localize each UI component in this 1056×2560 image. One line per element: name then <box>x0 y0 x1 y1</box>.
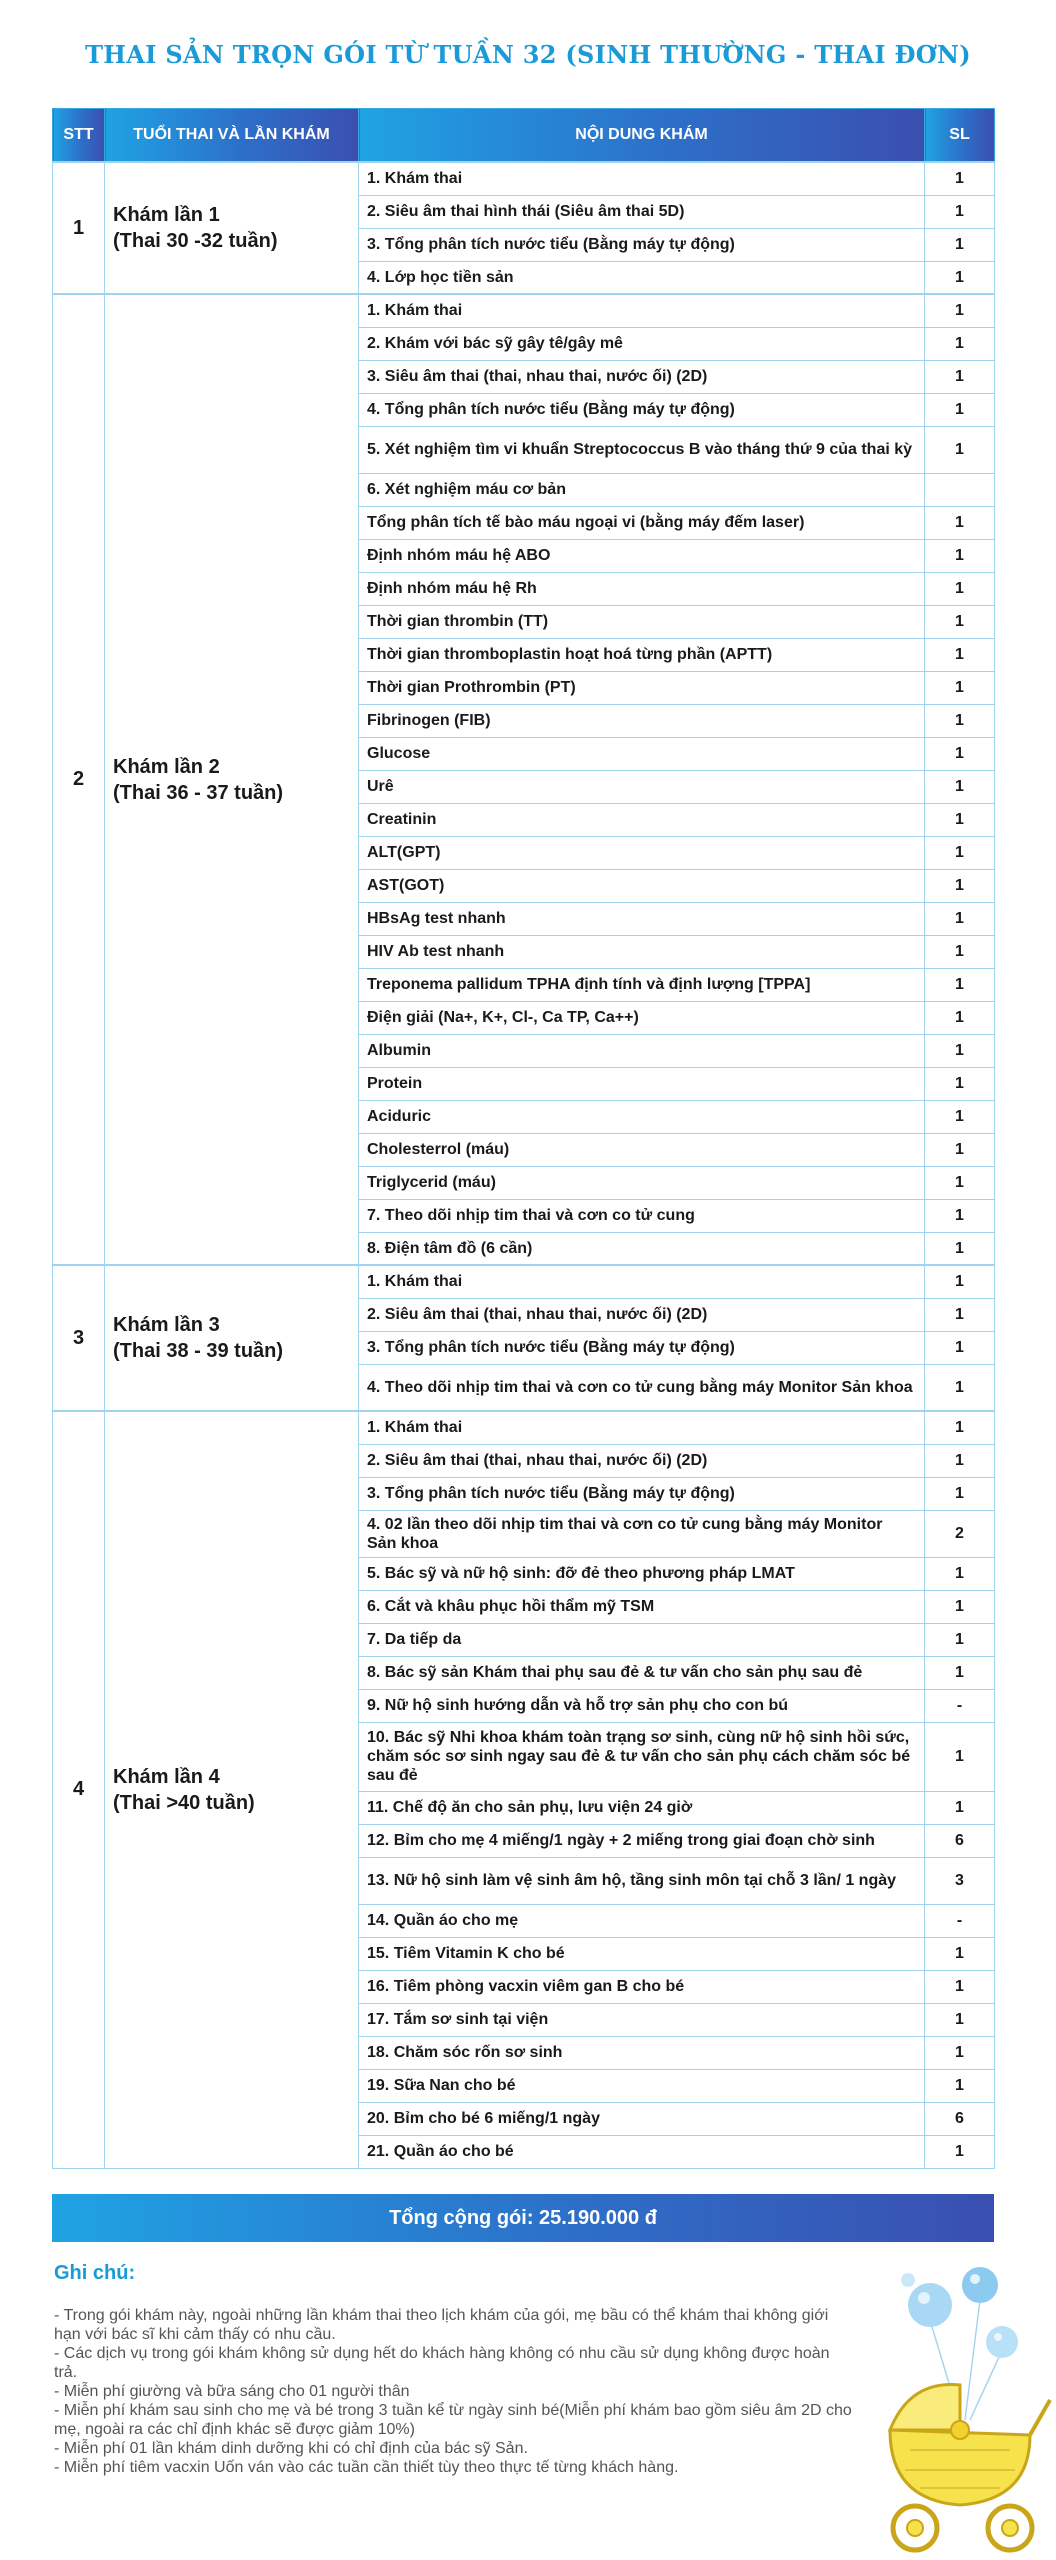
visit-cell <box>105 1265 359 1411</box>
visit-cell <box>105 294 359 1265</box>
note-item: - Miễn phí giường và bữa sáng cho 01 người thân <box>54 2383 410 2400</box>
qty-cell: 1 <box>925 1133 995 1166</box>
qty-cell: 2 <box>925 1510 995 1557</box>
content-cell: 5. Bác sỹ và nữ hộ sinh: đỡ đẻ theo phương pháp LMAT <box>359 1557 925 1590</box>
qty-cell: 1 <box>925 261 995 294</box>
content-cell: 2. Siêu âm thai (thai, nhau thai, nước ối) (2D) <box>359 1298 925 1331</box>
qty-cell: 1 <box>925 1722 995 1791</box>
note-item: - Miễn phí tiêm vacxin Uốn ván vào các tuần cần thiết tùy theo thực tế từng khách hàng. <box>54 2459 679 2476</box>
qty-cell: 1 <box>925 2069 995 2102</box>
header-qty: SL <box>925 109 995 163</box>
content-cell: 17. Tắm sơ sinh tại viện <box>359 2003 925 2036</box>
content-cell: 11. Chế độ ăn cho sản phụ, lưu viện 24 giờ <box>359 1791 925 1824</box>
content-cell: 4. Tổng phân tích nước tiểu (Bằng máy tự động) <box>359 393 925 426</box>
content-cell: 10. Bác sỹ Nhi khoa khám toàn trạng sơ sinh, cùng nữ hộ sinh hồi sức, chăm sóc sơ sinh ngay sau đẻ & tư vấn cho sản phụ cách chăm sóc bé sau đẻ <box>359 1722 925 1791</box>
content-cell: 7. Da tiếp da <box>359 1623 925 1656</box>
qty-cell: 1 <box>925 1067 995 1100</box>
content-cell: 1. Khám thai <box>359 1411 925 1444</box>
qty-cell: 1 <box>925 2036 995 2069</box>
content-cell: Định nhóm máu hệ Rh <box>359 572 925 605</box>
qty-cell: 1 <box>925 1364 995 1411</box>
qty-cell: 1 <box>925 1100 995 1133</box>
qty-cell: 1 <box>925 1001 995 1034</box>
qty-cell: 1 <box>925 1298 995 1331</box>
content-cell: 6. Cắt và khâu phục hồi thẩm mỹ TSM <box>359 1590 925 1623</box>
qty-cell: 1 <box>925 803 995 836</box>
qty-cell: 1 <box>925 1477 995 1510</box>
qty-cell: 1 <box>925 393 995 426</box>
stt-cell: 4 <box>53 1411 105 2168</box>
visit-label: Khám lần 2 <box>113 755 220 778</box>
content-cell: 4. Lớp học tiền sản <box>359 261 925 294</box>
content-cell: 15. Tiêm Vitamin K cho bé <box>359 1937 925 1970</box>
table-row <box>53 1411 995 1444</box>
qty-cell: 1 <box>925 327 995 360</box>
content-cell: 3. Siêu âm thai (thai, nhau thai, nước ối) (2D) <box>359 360 925 393</box>
content-cell: 20. Bỉm cho bé 6 miếng/1 ngày <box>359 2102 925 2135</box>
qty-cell: 1 <box>925 572 995 605</box>
qty-cell: - <box>925 1904 995 1937</box>
content-cell: Thời gian thromboplastin hoạt hoá từng phần (APTT) <box>359 638 925 671</box>
content-cell: Aciduric <box>359 1100 925 1133</box>
content-cell: Thời gian Prothrombin (PT) <box>359 671 925 704</box>
qty-cell: 1 <box>925 228 995 261</box>
qty-cell: 1 <box>925 704 995 737</box>
qty-cell: 1 <box>925 836 995 869</box>
content-cell: Albumin <box>359 1034 925 1067</box>
content-cell: 12. Bỉm cho mẹ 4 miếng/1 ngày + 2 miếng trong giai đoạn chờ sinh <box>359 1824 925 1857</box>
content-cell: 1. Khám thai <box>359 1265 925 1298</box>
content-cell: HIV Ab test nhanh <box>359 935 925 968</box>
content-cell: Protein <box>359 1067 925 1100</box>
baby-stroller-balloons-illustration <box>850 2260 1056 2560</box>
qty-cell: 1 <box>925 1557 995 1590</box>
note-item: - Miễn phí khám sau sinh cho mẹ và bé trong 3 tuần kể từ ngày sinh bé(Miễn phí khám bao gồm siêu âm 2D cho mẹ, ngoài ra các chỉ định khác sẽ được giảm 10%) <box>54 2402 852 2438</box>
stt-cell: 1 <box>53 162 105 294</box>
content-cell: Cholesterrol (máu) <box>359 1133 925 1166</box>
content-cell: 2. Khám với bác sỹ gây tê/gây mê <box>359 327 925 360</box>
qty-cell: 1 <box>925 1034 995 1067</box>
content-cell: Thời gian thrombin (TT) <box>359 605 925 638</box>
content-cell: 8. Điện tâm đồ (6 cần) <box>359 1232 925 1265</box>
qty-cell: 1 <box>925 737 995 770</box>
qty-cell: 1 <box>925 770 995 803</box>
qty-cell: 1 <box>925 968 995 1001</box>
content-cell: 3. Tổng phân tích nước tiểu (Bằng máy tự động) <box>359 1331 925 1364</box>
qty-cell: 1 <box>925 1265 995 1298</box>
qty-cell: 1 <box>925 1590 995 1623</box>
content-cell: 1. Khám thai <box>359 162 925 195</box>
qty-cell: 1 <box>925 1166 995 1199</box>
content-cell: 2. Siêu âm thai (thai, nhau thai, nước ối) (2D) <box>359 1444 925 1477</box>
qty-cell: 1 <box>925 1656 995 1689</box>
qty-cell: 1 <box>925 360 995 393</box>
qty-cell: 1 <box>925 638 995 671</box>
content-cell: 14. Quần áo cho mẹ <box>359 1904 925 1937</box>
table-header-row <box>53 109 995 163</box>
qty-cell: 1 <box>925 162 995 195</box>
notes-title: Ghi chú: <box>54 2262 136 2284</box>
qty-cell: 1 <box>925 294 995 327</box>
qty-cell: 1 <box>925 1623 995 1656</box>
visit-label: Khám lần 3 <box>113 1314 220 1336</box>
stt-cell: 2 <box>53 294 105 1265</box>
gestation-range: (Thai 36 - 37 tuần) <box>113 781 284 804</box>
content-cell: 4. 02 lần theo dõi nhịp tim thai và cơn co tử cung bằng máy Monitor Sản khoa <box>359 1510 925 1557</box>
note-item: - Các dịch vụ trong gói khám không sử dụng hết do khách hàng không có nhu cầu sử dụng không được hoàn trả. <box>54 2345 830 2381</box>
content-cell: Creatinin <box>359 803 925 836</box>
header-stt: STT <box>53 109 105 163</box>
page-title: THAI SẢN TRỌN GÓI TỪ TUẦN 32 (SINH THƯỜNG - THAI ĐƠN) <box>85 40 971 69</box>
content-cell: Fibrinogen (FIB) <box>359 704 925 737</box>
content-cell: 18. Chăm sóc rốn sơ sinh <box>359 2036 925 2069</box>
content-cell: 3. Tổng phân tích nước tiểu (Bằng máy tự động) <box>359 228 925 261</box>
content-cell: Điện giải (Na+, K+, Cl-, Ca TP, Ca++) <box>359 1001 925 1034</box>
content-cell: 7. Theo dõi nhịp tim thai và cơn co tử cung <box>359 1199 925 1232</box>
qty-cell: 6 <box>925 1824 995 1857</box>
qty-cell: 3 <box>925 1857 995 1904</box>
visit-label: Khám lần 1 <box>113 204 220 226</box>
header-visit: TUỔI THAI VÀ LẦN KHÁM <box>105 109 359 163</box>
content-cell: 16. Tiêm phòng vacxin viêm gan B cho bé <box>359 1970 925 2003</box>
content-cell: HBsAg test nhanh <box>359 902 925 935</box>
qty-cell: 1 <box>925 2135 995 2168</box>
qty-cell: 1 <box>925 426 995 473</box>
qty-cell: 1 <box>925 671 995 704</box>
qty-cell: 1 <box>925 605 995 638</box>
qty-cell: 1 <box>925 935 995 968</box>
visit-cell <box>105 162 359 294</box>
content-cell: 13. Nữ hộ sinh làm vệ sinh âm hộ, tầng sinh môn tại chỗ 3 lần/ 1 ngày <box>359 1857 925 1904</box>
content-cell: 21. Quần áo cho bé <box>359 2135 925 2168</box>
qty-cell: 1 <box>925 1199 995 1232</box>
gestation-range: (Thai 38 - 39 tuần) <box>113 1340 284 1362</box>
qty-cell: 1 <box>925 1411 995 1444</box>
total-price-bar: Tổng cộng gói: 25.190.000 đ <box>52 2194 994 2242</box>
qty-cell: 1 <box>925 869 995 902</box>
qty-cell: 1 <box>925 902 995 935</box>
note-item: - Miễn phí 01 lần khám dinh dưỡng khi có chỉ định của bác sỹ Sản. <box>54 2440 528 2457</box>
content-cell: 6. Xét nghiệm máu cơ bản <box>359 473 925 506</box>
qty-cell: 1 <box>925 195 995 228</box>
content-cell: 1. Khám thai <box>359 294 925 327</box>
qty-cell: 1 <box>925 2003 995 2036</box>
stt-cell: 3 <box>53 1265 105 1411</box>
content-cell: 4. Theo dõi nhịp tim thai và cơn co tử cung bằng máy Monitor Sản khoa <box>359 1364 925 1411</box>
notes-list <box>54 2306 854 2477</box>
content-cell: 5. Xét nghiệm tìm vi khuẩn Streptococcus B vào tháng thứ 9 của thai kỳ <box>359 426 925 473</box>
content-cell: Triglycerid (máu) <box>359 1166 925 1199</box>
content-cell: AST(GOT) <box>359 869 925 902</box>
qty-cell: 1 <box>925 1791 995 1824</box>
note-item: - Trong gói khám này, ngoài những lần khám thai theo lịch khám của gói, mẹ bầu có thể khám thai không giới hạn với bác sĩ khi cảm thấy có nhu cầu. <box>54 2307 829 2343</box>
qty-cell: 1 <box>925 1232 995 1265</box>
visit-cell <box>105 1411 359 2168</box>
table-row <box>53 162 995 195</box>
table-body <box>53 162 995 2168</box>
qty-cell: 1 <box>925 1937 995 1970</box>
stroller-icon <box>890 2385 1050 2550</box>
content-cell: 3. Tổng phân tích nước tiểu (Bằng máy tự động) <box>359 1477 925 1510</box>
qty-cell: - <box>925 1689 995 1722</box>
content-cell: 8. Bác sỹ sản Khám thai phụ sau đẻ & tư vấn cho sản phụ sau đẻ <box>359 1656 925 1689</box>
content-cell: 19. Sữa Nan cho bé <box>359 2069 925 2102</box>
visit-label: Khám lần 4 <box>113 1765 220 1788</box>
content-cell: Định nhóm máu hệ ABO <box>359 539 925 572</box>
table-row <box>53 1265 995 1298</box>
qty-cell: 6 <box>925 2102 995 2135</box>
content-cell: 9. Nữ hộ sinh hướng dẫn và hỗ trợ sản phụ cho con bú <box>359 1689 925 1722</box>
qty-cell: 1 <box>925 1331 995 1364</box>
content-cell: Urê <box>359 770 925 803</box>
gestation-range: (Thai >40 tuần) <box>113 1791 255 1814</box>
content-cell: ALT(GPT) <box>359 836 925 869</box>
content-cell: Treponema pallidum TPHA định tính và định lượng [TPPA] <box>359 968 925 1001</box>
qty-cell: 1 <box>925 506 995 539</box>
header-content: NỘI DUNG KHÁM <box>359 109 925 163</box>
qty-cell: 1 <box>925 1970 995 2003</box>
content-cell: Glucose <box>359 737 925 770</box>
content-cell: 2. Siêu âm thai hình thái (Siêu âm thai 5D) <box>359 195 925 228</box>
content-cell: Tổng phân tích tế bào máu ngoại vi (bằng máy đếm laser) <box>359 506 925 539</box>
qty-cell: 1 <box>925 1444 995 1477</box>
qty-cell: 1 <box>925 539 995 572</box>
package-table <box>52 108 995 2169</box>
gestation-range: (Thai 30 -32 tuần) <box>113 230 278 252</box>
qty-cell <box>925 473 995 506</box>
table-row <box>53 294 995 327</box>
